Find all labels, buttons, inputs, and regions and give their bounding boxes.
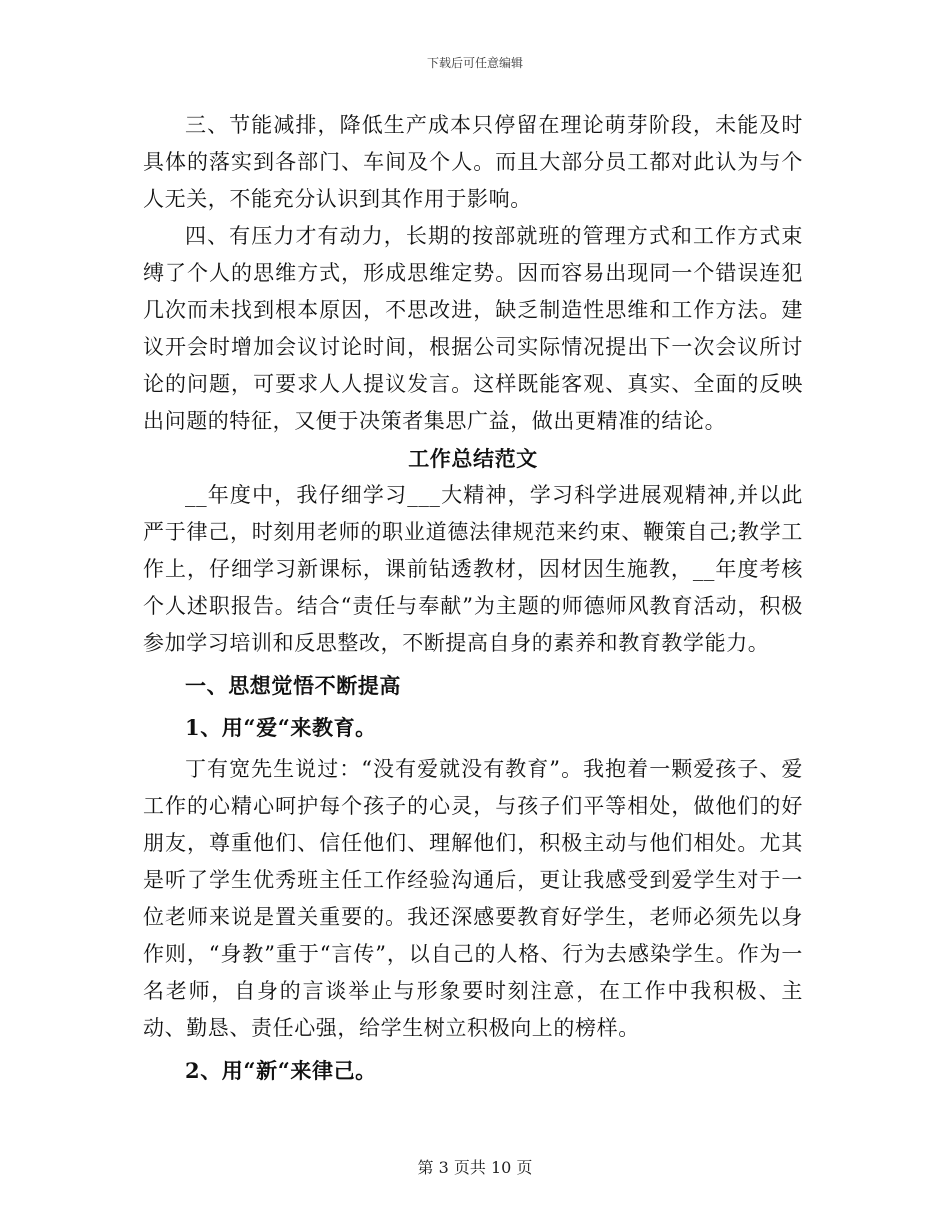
subheading-2: 2、用“新“来律己。: [185, 1058, 377, 1083]
document-body: [143, 107, 803, 1089]
intro-paragraph: __年度中，我仔细学习___大精神，学习科学进展观精神,并以此严于律己，时刻用老师的职业道德法律规范来约束、鞭策自己;教学工作上，仔细学习新课标，课前钻透教材，因材因生施教，__年度考核个人述职报告。结合“责任与奉献”为主题的师德师风教育活动，积极参加学习培训和反思整改，不断提高自身的素养和教育教学能力。: [143, 483, 803, 655]
section-heading-1: 一、思想觉悟不断提高: [185, 673, 401, 698]
subheading-1: 1、用“爱“来教育。: [185, 715, 377, 740]
paragraph-point-three: 三、节能减排，降低生产成本只停留在理论萌芽阶段，未能及时具体的落实到各部门、车间及个人。而且大部分员工都对此认为与个人无关，不能充分认识到其作用于影响。: [143, 113, 803, 211]
paragraph-point-four: 四、有压力才有动力，长期的按部就班的管理方式和工作方式束缚了个人的思维方式，形成思维定势。因而容易出现同一个错误连犯几次而未找到根本原因，不思改进，缺乏制造性思维和工作方法。建议开会时增加会议讨论时间，根据公司实际情况提出下一次会议所讨论的问题，可要求人人提议发言。这样既能客观、真实、全面的反映出问题的特征，又便于决策者集思广益，做出更精准的结论。: [143, 224, 803, 433]
document-title: 工作总结范文: [408, 446, 538, 471]
subheading-1-paragraph: 丁有宽先生说过：“没有爱就没有教育”。我抱着一颗爱孩子、爱工作的心精心呵护每个孩子的心灵，与孩子们平等相处，做他们的好朋友，尊重他们、信任他们、理解他们，积极主动与他们相处。尤其是听了学生优秀班主任工作经验沟通后，更让我感受到爱学生对于一位老师来说是置关重要的。我还深感要教育好学生，老师必须先以身作则，“身教”重于“言传”，以自己的人格、行为去感染学生。作为一名老师，自身的言谈举止与形象要时刻注意，在工作中我积极、主动、勤恳、责任心强，给学生树立积极向上的榜样。: [143, 757, 803, 1040]
page-header: 下载后可任意编辑: [426, 56, 523, 70]
page-footer: 第 3 页共 10 页: [417, 1158, 533, 1177]
